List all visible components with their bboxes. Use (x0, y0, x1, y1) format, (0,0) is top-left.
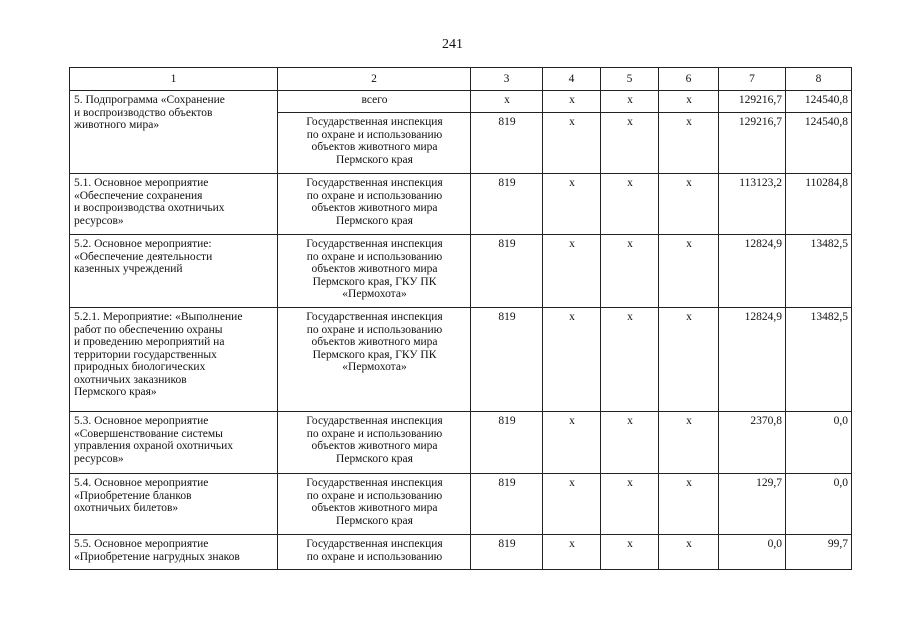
amount-cell: 12824,9 (719, 308, 786, 412)
column-header: 5 (601, 68, 659, 91)
code-cell: 819 (471, 308, 543, 412)
amount-cell: 12824,9 (719, 235, 786, 308)
table-row (70, 474, 852, 535)
table-row (70, 535, 852, 570)
mark-cell: x (601, 113, 659, 174)
page-number: 241 (442, 37, 463, 52)
executor-cell: всего (278, 91, 471, 113)
mark-cell: x (601, 308, 659, 412)
table-header-row (70, 68, 852, 91)
program-name-cell: 5.2.1. Мероприятие: «Выполнение работ по обеспечению охраны и проведению мероприятий на территории государственных природных биологических охотничьих заказников Пермского края» (70, 308, 278, 412)
amount-cell: 129216,7 (719, 91, 786, 113)
amount-cell: 2370,8 (719, 412, 786, 474)
program-name-cell: 5.3. Основное мероприятие «Совершенствование системы управления охраной охотничьих ресурсов» (70, 412, 278, 474)
amount-cell: 99,7 (786, 535, 852, 570)
table-row (70, 174, 852, 235)
column-header: 2 (278, 68, 471, 91)
program-name-cell: 5.4. Основное мероприятие «Приобретение бланков охотничьих билетов» (70, 474, 278, 535)
column-header: 3 (471, 68, 543, 91)
column-header: 7 (719, 68, 786, 91)
table-row (70, 412, 852, 474)
mark-cell: x (659, 308, 719, 412)
amount-cell: 0,0 (786, 474, 852, 535)
amount-cell: 113123,2 (719, 174, 786, 235)
mark-cell: x (543, 535, 601, 570)
mark-cell: x (543, 91, 601, 113)
mark-cell: x (543, 113, 601, 174)
program-name-cell: 5.2. Основное мероприятие: «Обеспечение деятельности казенных учреждений (70, 235, 278, 308)
code-cell: 819 (471, 474, 543, 535)
mark-cell: x (659, 235, 719, 308)
mark-cell: x (601, 474, 659, 535)
mark-cell: x (601, 235, 659, 308)
executor-cell: Государственная инспекция по охране и использованию объектов животного мира Пермского края (278, 474, 471, 535)
code-cell: 819 (471, 235, 543, 308)
amount-cell: 110284,8 (786, 174, 852, 235)
executor-cell: Государственная инспекция по охране и использованию (278, 535, 471, 570)
program-name-cell: 5.1. Основное мероприятие «Обеспечение сохранения и воспроизводства охотничьих ресурсов» (70, 174, 278, 235)
executor-cell: Государственная инспекция по охране и использованию объектов животного мира Пермского края, ГКУ ПК «Пермохота» (278, 235, 471, 308)
code-cell: 819 (471, 174, 543, 235)
mark-cell: x (659, 91, 719, 113)
program-name-cell: 5. Подпрограмма «Сохранение и воспроизводство объектов животного мира» (70, 91, 278, 174)
mark-cell: x (659, 113, 719, 174)
mark-cell: x (543, 474, 601, 535)
column-header: 6 (659, 68, 719, 91)
amount-cell: 129,7 (719, 474, 786, 535)
column-header: 8 (786, 68, 852, 91)
amount-cell: 124540,8 (786, 113, 852, 174)
mark-cell: x (659, 535, 719, 570)
amount-cell: 129216,7 (719, 113, 786, 174)
code-cell: 819 (471, 412, 543, 474)
mark-cell: x (543, 174, 601, 235)
mark-cell: x (601, 174, 659, 235)
mark-cell: x (543, 308, 601, 412)
executor-cell: Государственная инспекция по охране и использованию объектов животного мира Пермского края, ГКУ ПК «Пермохота» (278, 308, 471, 412)
table-row (70, 308, 852, 412)
column-header: 4 (543, 68, 601, 91)
executor-cell: Государственная инспекция по охране и использованию объектов животного мира Пермского края (278, 174, 471, 235)
code-cell: 819 (471, 113, 543, 174)
table-row (70, 235, 852, 308)
mark-cell: x (543, 412, 601, 474)
amount-cell: 13482,5 (786, 235, 852, 308)
mark-cell: x (543, 235, 601, 308)
budget-table (69, 67, 852, 570)
mark-cell: x (659, 474, 719, 535)
column-header: 1 (70, 68, 278, 91)
mark-cell: x (659, 412, 719, 474)
amount-cell: 0,0 (719, 535, 786, 570)
mark-cell: x (601, 535, 659, 570)
program-name-cell: 5.5. Основное мероприятие «Приобретение нагрудных знаков (70, 535, 278, 570)
mark-cell: x (601, 91, 659, 113)
amount-cell: 0,0 (786, 412, 852, 474)
code-cell: 819 (471, 535, 543, 570)
executor-cell: Государственная инспекция по охране и использованию объектов животного мира Пермского края (278, 412, 471, 474)
code-cell: x (471, 91, 543, 113)
amount-cell: 13482,5 (786, 308, 852, 412)
table-row (70, 91, 852, 113)
mark-cell: x (659, 174, 719, 235)
amount-cell: 124540,8 (786, 91, 852, 113)
executor-cell: Государственная инспекция по охране и использованию объектов животного мира Пермского края (278, 113, 471, 174)
mark-cell: x (601, 412, 659, 474)
